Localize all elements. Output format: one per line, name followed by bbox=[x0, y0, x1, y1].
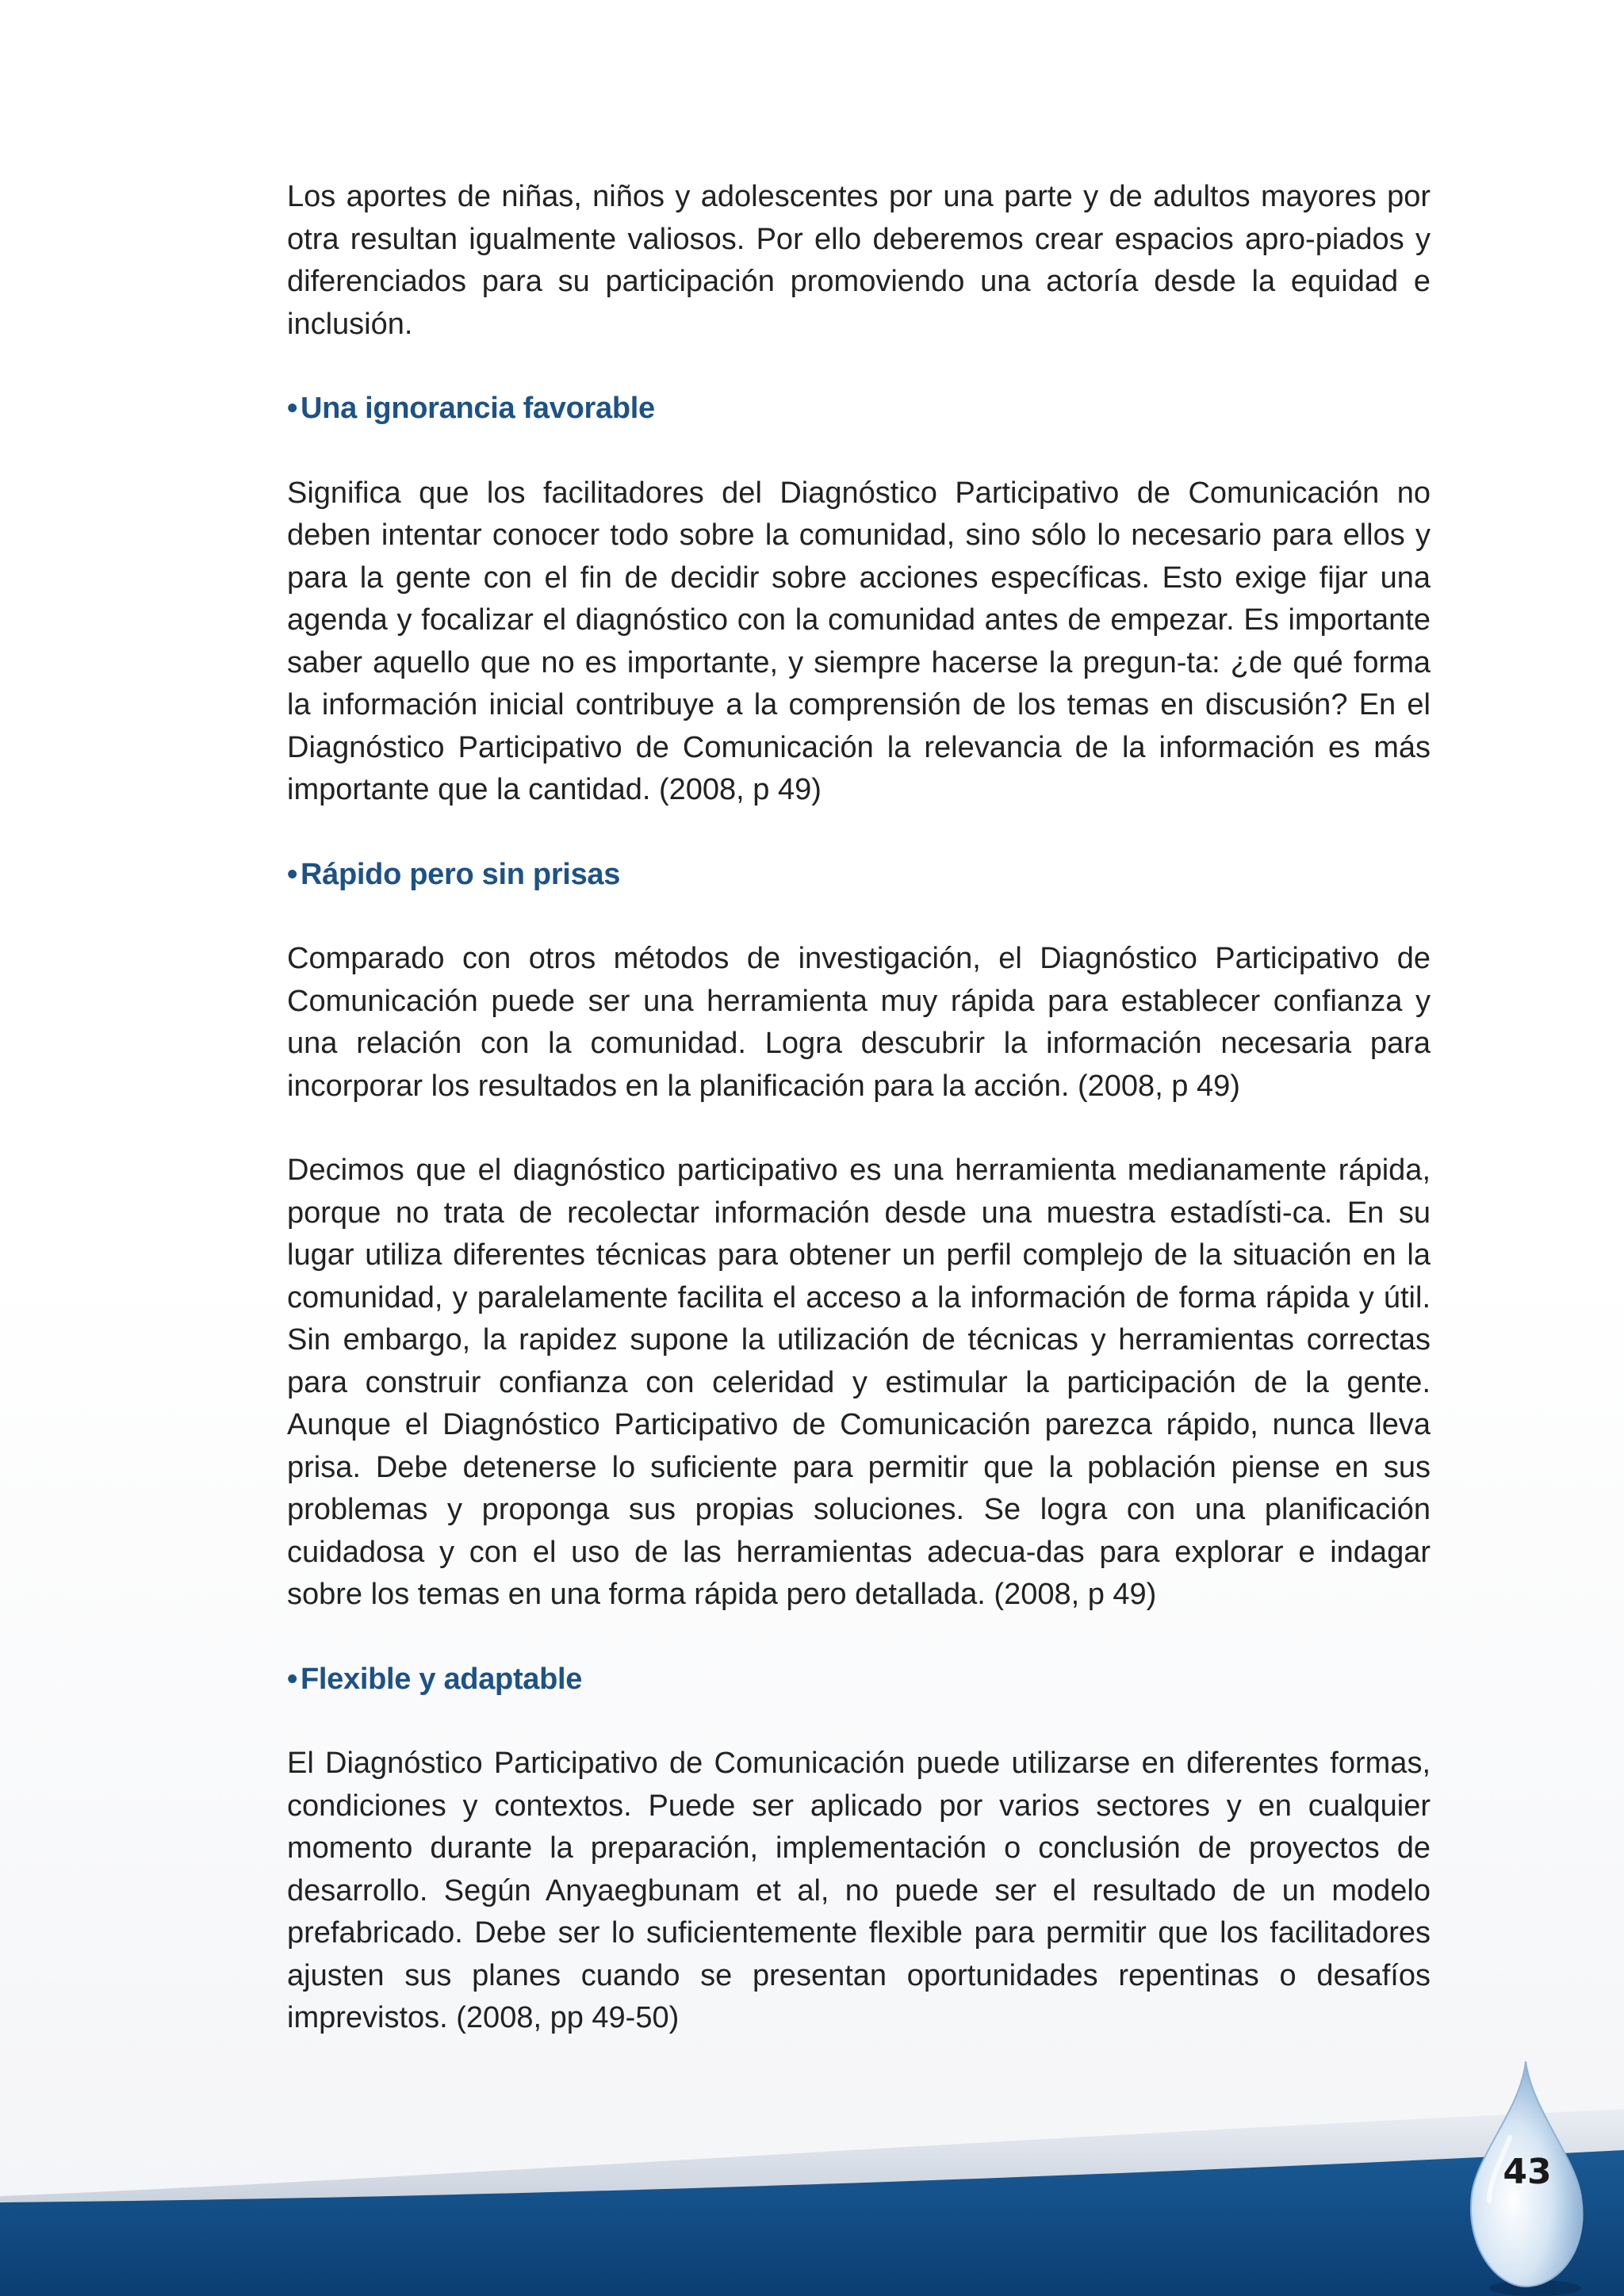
bullet-icon: • bbox=[287, 392, 298, 425]
bullet-icon: • bbox=[287, 1662, 298, 1696]
section-heading-text: Flexible y adaptable bbox=[301, 1662, 583, 1696]
section-heading-ignorancia bbox=[287, 388, 1431, 430]
intro-paragraph: Los aportes de niñas, niños y adolescentes por una parte y de adultos mayores por otra resultan igualmente valiosos. Por ello deberemos crear espacios apro-piados y diferenciados para su participación promoviendo una actoría desde la equidad e inclusión. bbox=[287, 180, 1431, 341]
spacer bbox=[287, 812, 1431, 854]
section-heading-text: Rápido pero sin prisas bbox=[301, 857, 621, 891]
page-content bbox=[287, 176, 1431, 2040]
section2-paragraph-1: Comparado con otros métodos de investigación, el Diagnóstico Participativo de Comunicación puede ser una herramienta muy rápida para establecer confianza y una relación con la comunidad. Logra descubrir la información necesaria para incorporar los resultados en la planificación para la acción. (2008, p 49) bbox=[287, 942, 1431, 1103]
section2-paragraph-2: Decimos que el diagnóstico participativo es una herramienta medianamente rápida, porque no trata de recolectar información desde una muestra estadísti-ca. En su lugar utiliza diferentes técnicas para obtener un perfil complejo de la situación en la comunidad, y paralelamente facilita el acceso a la información de forma rápida y útil. Sin embargo, la rapidez supone la utilización de técnicas y herramientas correctas para construir confianza con celeridad y estimular la participación de la gente. Aunque el Diagnóstico Participativo de Comunicación parezca rápido, nunca lleva prisa. Debe detenerse lo suficiente para permitir que la población piense en sus problemas y proponga sus propias soluciones. Se logra con una planificación cuidadosa y con el uso de las herramientas adecua-das para explorar e indagar sobre los temas en una forma rápida pero detallada. (2008, p 49) bbox=[287, 1154, 1431, 1611]
spacer bbox=[287, 1701, 1431, 1743]
spacer bbox=[287, 346, 1431, 388]
section-heading-flexible bbox=[287, 1659, 1431, 1701]
footer-wave-decoration bbox=[0, 2061, 1624, 2296]
section3-paragraph: El Diagnóstico Participativo de Comunicación puede utilizarse en diferentes formas, condiciones y contextos. Puede ser aplicado por varios sectores y en cualquier momento durante la preparación, implementación o conclusión de proyectos de desarrollo. Según Anyaegbunam et al, no puede ser el resultado de un modelo prefabricado. Debe ser lo suficientemente flexible para permitir que los facilitadores ajusten sus planes cuando se presentan oportunidades repentinas o desafíos imprevistos. (2008, pp 49-50) bbox=[287, 1747, 1431, 2034]
section1-paragraph: Significa que los facilitadores del Diagnóstico Participativo de Comunicación no deben intentar conocer todo sobre la comunidad, sino sólo lo necesario para ellos y para la gente con el fin de decidir sobre acciones específicas. Esto exige fijar una agenda y focalizar el diagnóstico con la comunidad antes de empezar. Es importante saber aquello que no es importante, y siempre hacerse la pregun-ta: ¿de qué forma la información inicial contribuye a la comprensión de los temas en discusión? En el Diagnóstico Participativo de Comunicación la relevancia de la información es más importante que la cantidad. (2008, p 49) bbox=[287, 476, 1431, 806]
spacer bbox=[287, 896, 1431, 938]
spacer bbox=[287, 430, 1431, 473]
page-number: 43 bbox=[1503, 2152, 1552, 2192]
spacer bbox=[287, 1617, 1431, 1659]
section-heading-text: Una ignorancia favorable bbox=[301, 392, 655, 425]
bullet-icon: • bbox=[287, 857, 298, 891]
section-heading-rapido bbox=[287, 854, 1431, 897]
spacer bbox=[287, 1108, 1431, 1150]
